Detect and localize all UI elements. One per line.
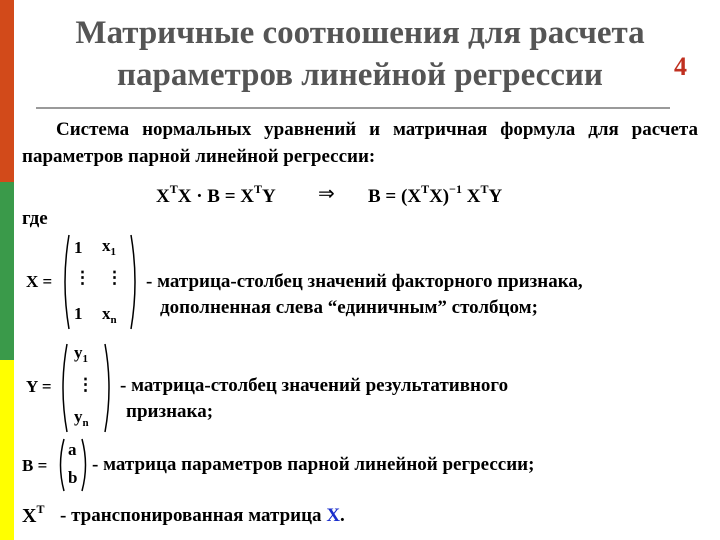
parameter-formula: $B = (X^TX)^{-1}$ $X^TY$ [368,182,503,207]
slide-title: Матричные соотношения для расчета параметров линейной регрессии [75,15,645,93]
x-transpose-description: - транспонированная матрица X. [60,505,345,526]
slide-number: 4 [674,52,687,81]
x-matrix: 1 ⋮ 1 $x_1$ ⋮ $x_n$ [60,232,140,332]
title-divider [36,107,670,109]
b-matrix: a b [56,436,90,494]
y-matrix: $y_1$ ⋮ $y_n$ [58,341,114,435]
accent-bar-green [0,182,14,360]
x-matrix-label: X = [26,272,53,291]
x-transpose-symbol: $X^T$ [22,502,45,527]
b-matrix-description: - матрица параметров парной линейной регрессии; [92,454,535,475]
accent-bar-red [0,0,14,182]
where-label: где [22,208,48,229]
y-matrix-label: Y = [26,377,52,396]
normal-equations-formula: $X^TX \cdot B = X^TY$ [156,182,276,207]
intro-text: Система нормальных уравнений и матричная формула для расчета параметров парной линейной регрессии: [22,119,698,167]
y-matrix-description-1: - матрица-столбец значений результативного [120,375,509,396]
accent-bar-yellow [0,360,14,540]
x-matrix-description-2: дополненная слева “единичным” столбцом; [160,297,538,318]
implies-arrow: ⇒ [318,183,335,205]
x-matrix-brackets [60,232,140,332]
x-matrix-description-1: - матрица-столбец значений факторного признака, [146,271,583,292]
y-matrix-description-2: признака; [126,401,214,422]
b-matrix-label: B = [22,456,48,475]
